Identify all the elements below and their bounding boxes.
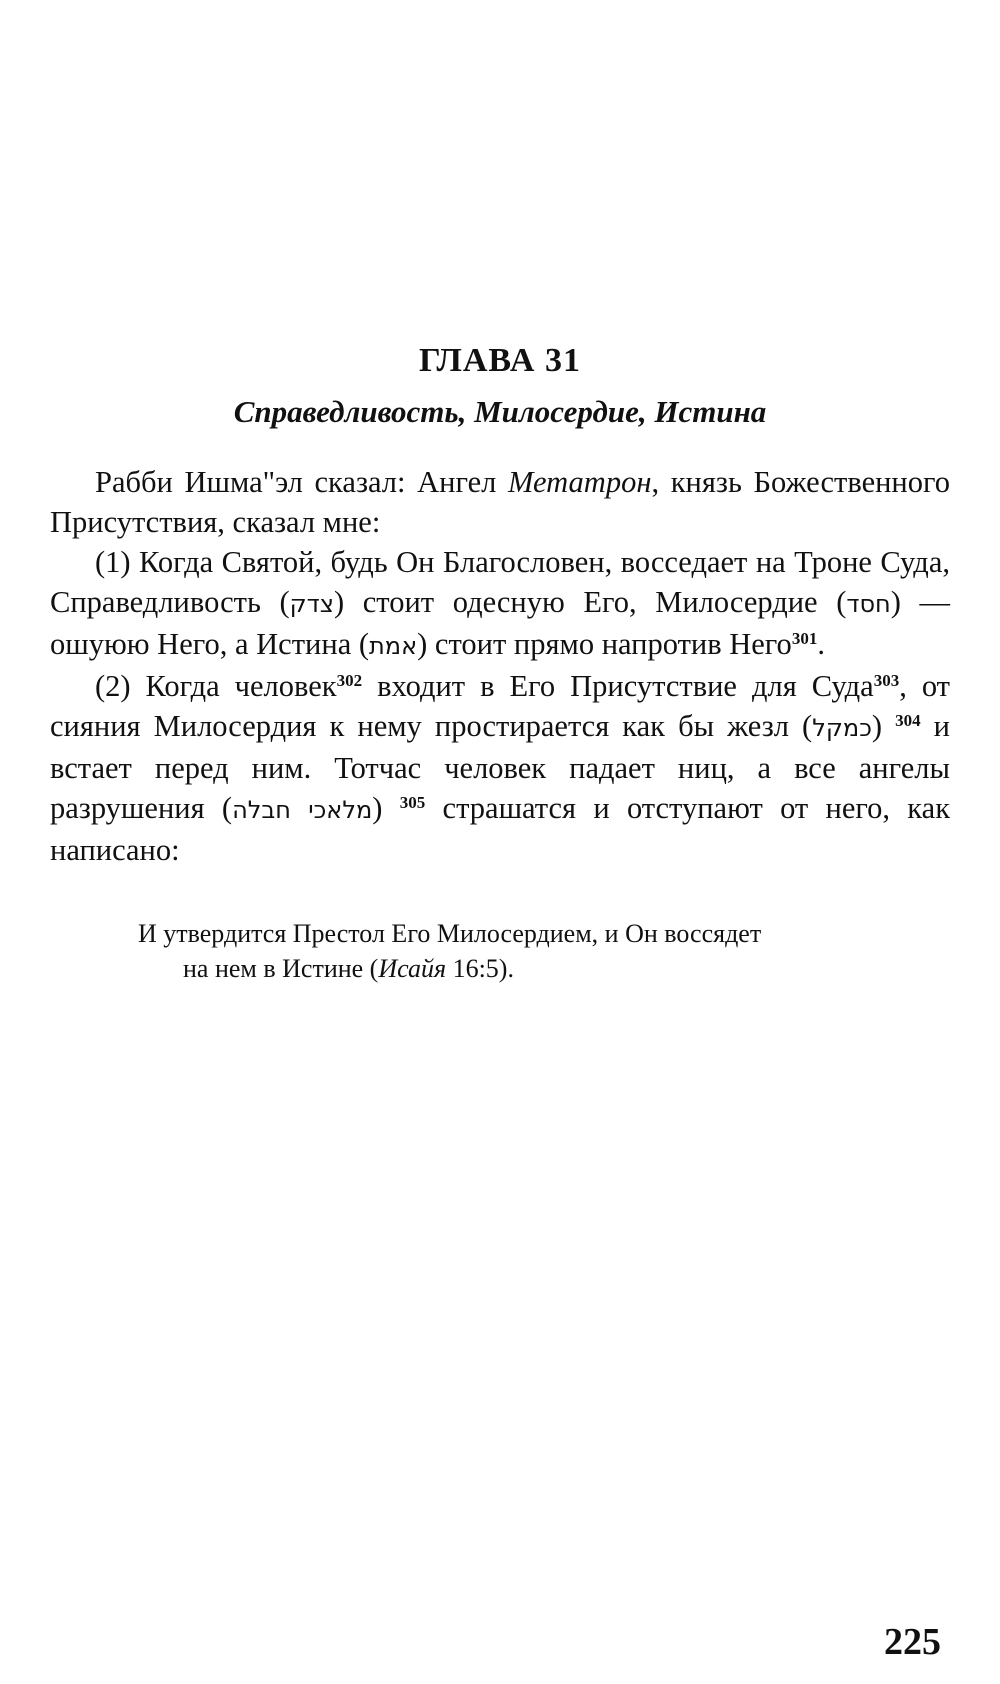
chapter-title: ГЛАВА 31 — [419, 342, 581, 379]
chapter-subtitle: Справедливость, Милосердие, Истина — [233, 394, 767, 429]
p2-text-4: ) — [871, 709, 883, 743]
footnote-ref-303: 303 — [873, 671, 900, 690]
quote-source-ref: 16:5). — [446, 954, 514, 983]
p1-text-4: ) стоит прямо напротив Него — [417, 627, 792, 661]
p1-text-3: ) — ошуюю Него, а Истина ( — [50, 585, 950, 661]
angel-name: Метатрон — [508, 465, 652, 499]
footnote-ref-301: 301 — [791, 629, 818, 648]
intro-text-end: , князь Божественного Присутствия, сказал мне: — [50, 465, 951, 539]
hebrew-mercy: חסד — [846, 590, 891, 618]
footnote-ref-304: 304 — [895, 711, 921, 730]
intro-paragraph — [50, 462, 950, 542]
paragraph-2 — [50, 666, 950, 870]
footnote-ref-305: 305 — [399, 793, 426, 812]
page-number: 225 — [884, 1621, 941, 1663]
p2-text-7: страшатся и отступают от него, как написано: — [50, 791, 951, 867]
hebrew-justice: צדק — [289, 590, 334, 618]
body-text — [50, 462, 950, 870]
quote-line-2-text: на нем в Истине ( — [183, 954, 379, 983]
p2-text-5: и встает перед ним. Тотчас человек падает ниц, а все ангелы разрушения ( — [50, 709, 951, 825]
hebrew-angels: מלאכי חבלה — [232, 796, 373, 824]
quote-line-1: И утвердится Престол Его Милосердием, и Он воссядет — [138, 919, 762, 948]
p2-text-3: , от сияния Милосердия к нему простирается как бы жезл ( — [50, 669, 951, 743]
intro-text-start: Рабби Ишма"эл сказал: Ангел — [95, 465, 509, 499]
hebrew-truth: אמת — [369, 632, 418, 660]
scripture-quote — [138, 916, 898, 986]
quote-line-2 — [138, 951, 898, 986]
p1-end: . — [817, 627, 825, 661]
hebrew-rod: כמקל — [812, 714, 872, 742]
p1-text-2: ) стоит одесную Его, Милосердие ( — [333, 585, 847, 619]
paragraph-1 — [50, 542, 950, 666]
quote-source-book: Исайя — [378, 954, 447, 983]
p1-text-1: (1) Когда Святой, будь Он Благословен, восседает на Троне Суда, Справедливость ( — [50, 545, 950, 619]
p2-text-6: ) — [372, 791, 383, 825]
p2-text-1: (2) Когда человек — [95, 669, 337, 703]
footnote-ref-302: 302 — [336, 671, 363, 690]
p2-text-2: входит в Его Присутствие для Суда — [362, 669, 874, 703]
